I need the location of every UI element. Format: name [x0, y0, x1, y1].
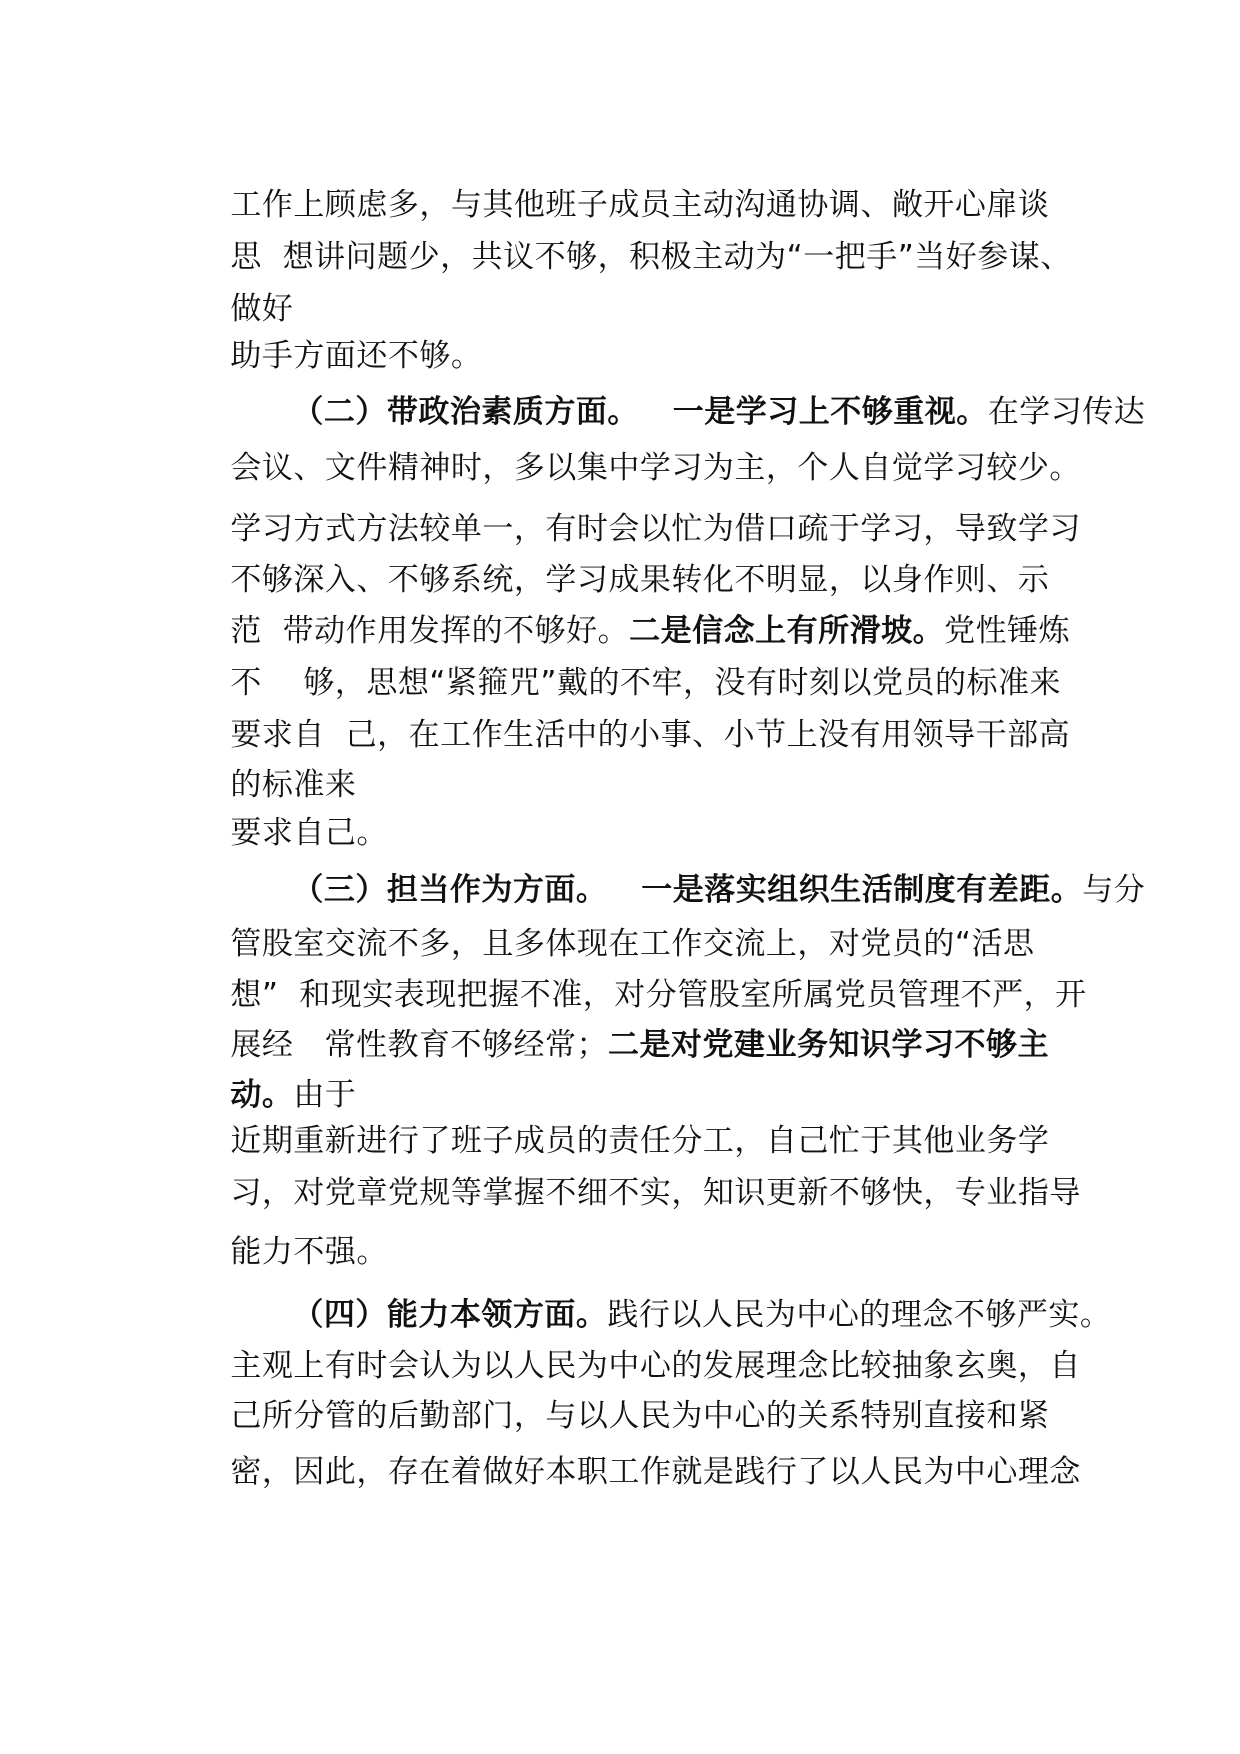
text-segment: 践行以人民为中心的理念不够严实。: [607, 1297, 1112, 1333]
text-segment: 由于: [293, 1077, 357, 1113]
text-segment: 近期重新进行了班子成员的责任分工，自己忙于其他业务学: [230, 1123, 1050, 1159]
text-segment: 展经 常性教育不够经常；: [230, 1027, 608, 1063]
text-segment: 主观上有时会认为以人民为中心的发展理念比较抽象玄奥，自: [230, 1348, 1081, 1384]
text-segment: 党性锤炼: [944, 613, 1071, 649]
text-segment: 要求自己。: [230, 815, 388, 851]
bold-segment: （二）带政治素质方面。 一是学习上不够重视。: [292, 394, 988, 430]
text-segment: 不 够，思想“紧箍咒”戴的不牢，没有时刻以党员的标准来: [230, 665, 1061, 701]
bold-segment: 动。: [230, 1077, 294, 1113]
text-segment: 想” 和现实表现把握不准，对分管股室所属党员管理不严，开: [230, 977, 1087, 1013]
text-line: [189, 1412, 1081, 1532]
text-segment: 学习方式方法较单一，有时会以忙为借口疏于学习，导致学习: [230, 511, 1081, 547]
text-segment: 做好: [230, 291, 294, 327]
text-segment: 密，因此，存在着做好本职工作就是践行了以人民为中心理念: [230, 1454, 1081, 1490]
text-segment: 与分: [1082, 872, 1146, 908]
text-segment: 工作上顾虑多，与其他班子成员主动沟通协调、敞开心扉谈: [230, 187, 1050, 223]
text-segment: 不够深入、不够系统，学习成果转化不明显，以身作则、示: [230, 562, 1050, 598]
text-segment: 会议、文件精神时，多以集中学习为主，个人自觉学习较少。: [230, 450, 1081, 486]
text-segment: 要求自 己，在工作生活中的小事、小节上没有用领导干部高: [230, 717, 1071, 753]
text-segment: 思 想讲问题少，共议不够，积极主动为“一把手”当好参谋、: [230, 239, 1072, 275]
bold-segment: 二是信念上有所滑坡。: [629, 613, 945, 649]
text-segment: 己所分管的后勤部门，与以人民为中心的关系特别直接和紧: [230, 1398, 1050, 1434]
text-segment: 的标准来: [230, 767, 357, 803]
text-segment: 习，对党章党规等掌握不细不实，知识更新不够快，专业指导: [230, 1175, 1081, 1211]
text-segment: 管股室交流不多，且多体现在工作交流上，对党员的“活思: [230, 926, 1035, 962]
text-segment: 范 带动作用发挥的不够好。: [230, 613, 630, 649]
text-segment: 在学习传达: [987, 394, 1146, 430]
bold-segment: 二是对党建业务知识学习不够主: [607, 1027, 1049, 1063]
bold-segment: （四）能力本领方面。: [292, 1297, 608, 1333]
bold-segment: （三）担当作为方面。 一是落实组织生活制度有差距。: [292, 872, 1083, 908]
text-segment: 能力不强。: [230, 1234, 388, 1270]
text-segment: 助手方面还不够。: [230, 338, 483, 374]
